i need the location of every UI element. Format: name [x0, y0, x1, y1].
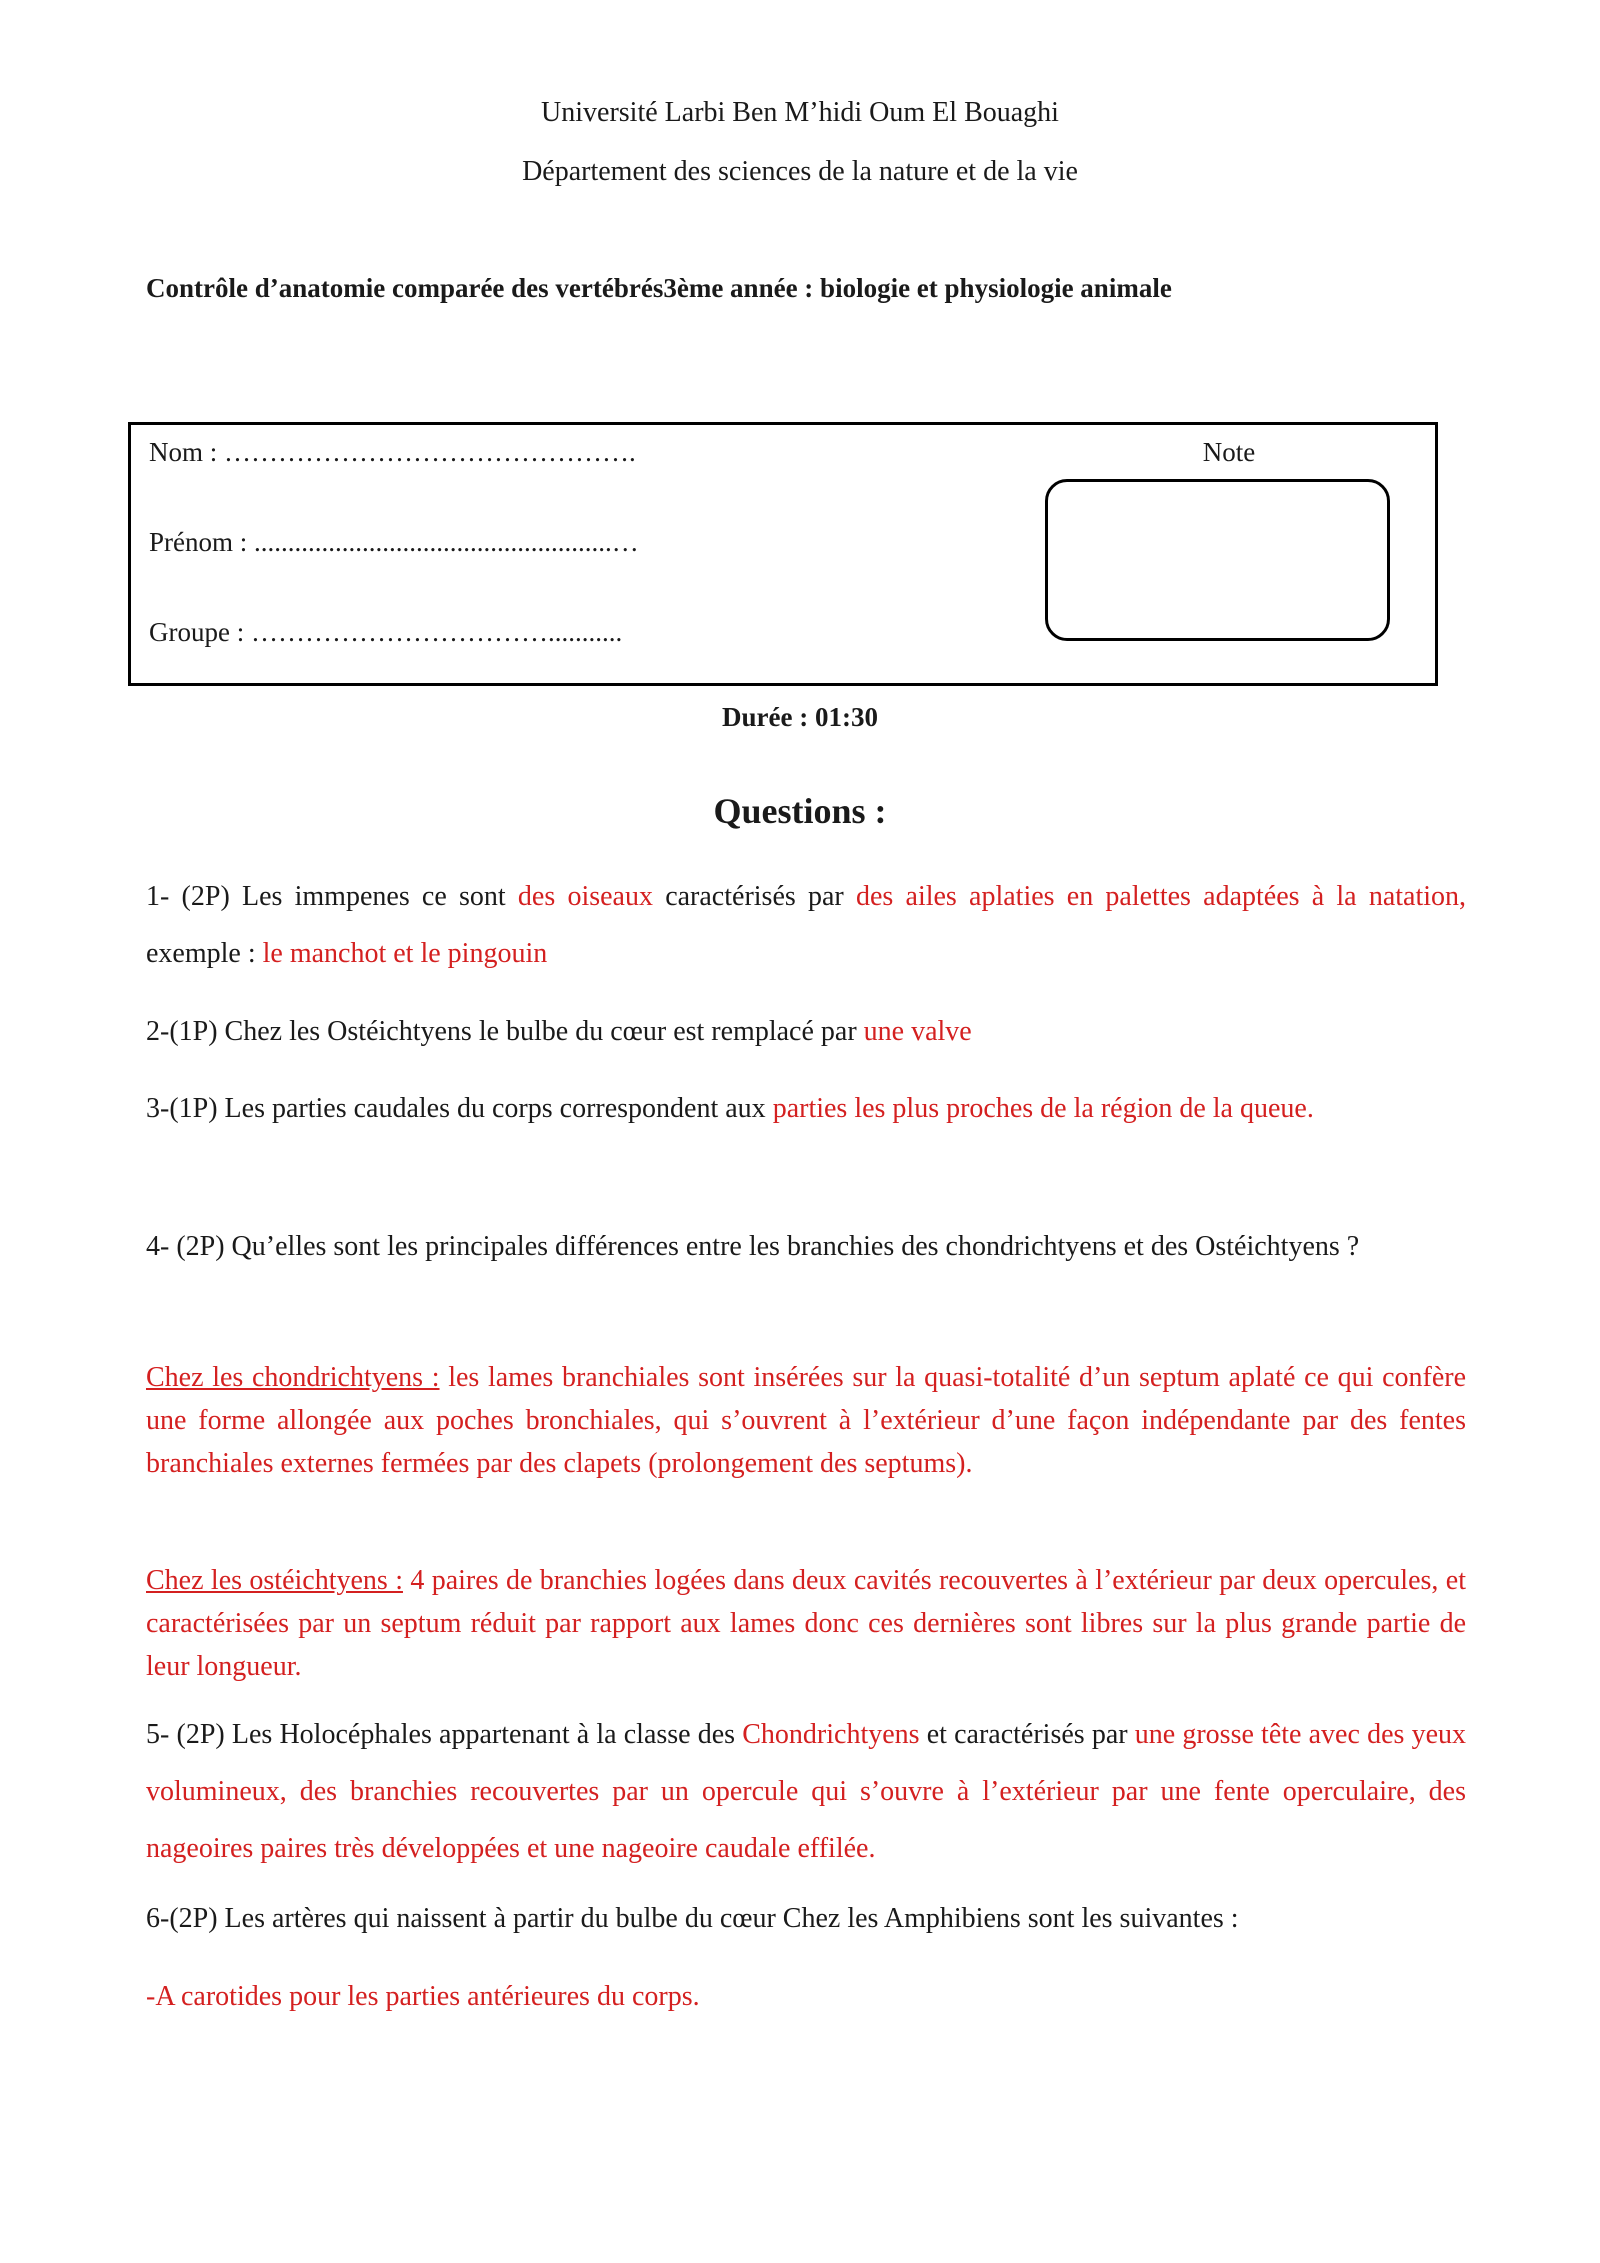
- q6-answer-text: -A carotides pour les parties antérieures du corps.: [146, 1981, 700, 2012]
- q4-answer-osteichtyens: [146, 1559, 1466, 1688]
- question-2: [146, 1003, 1466, 1060]
- question-5: [146, 1706, 1466, 1877]
- q4-answer-2-label: Chez les ostéichtyens :: [146, 1565, 403, 1596]
- q3-answer: parties les plus proches de la région de la queue.: [772, 1093, 1314, 1124]
- q3-prefix: 3-(1P) Les parties caudales du corps correspondent aux: [146, 1093, 773, 1124]
- q6-answer: [146, 1968, 1466, 2025]
- q2-answer: une valve: [863, 1016, 972, 1047]
- q2-prefix: 2-(1P) Chez les Ostéichtyens le bulbe du cœur est remplacé par: [146, 1016, 864, 1047]
- exam-title: Contrôle d’anatomie comparée des vertébrés3ème année : biologie et physiologie animale: [146, 273, 1172, 303]
- q5-mid: et caractérisés par: [919, 1719, 1135, 1750]
- q1-prefix: 1- (2P) Les immpenes ce sont: [146, 881, 518, 912]
- q5-prefix: 5- (2P) Les Holocéphales appartenant à la classe des: [146, 1719, 743, 1750]
- q4-answer-chondrichtyens: [146, 1356, 1466, 1485]
- q1-answer-2: des ailes aplaties en palettes adaptées à la natation,: [855, 881, 1467, 912]
- department-name: Département des sciences de la nature et de la vie: [522, 156, 1078, 187]
- nom-field[interactable]: Nom : ……………………………………….: [149, 437, 636, 467]
- q4-answer-2-text: 4 paires de branchies logées dans deux cavités recouvertes à l’extérieur par deux opercules, et caractérisées par un septum réduit par rapport aux lames donc ces dernières sont libres sur la plus grande partie de leur longueur.: [146, 1565, 1466, 1682]
- q5-answer-2: une grosse tête avec des yeux volumineux, des branchies recouvertes par un opercule qui s’ouvre à l’extérieur par une fente operculaire, des nageoires paires très développées et une nageoire caudale effilée.: [146, 1719, 1466, 1864]
- q5-answer-1: Chondrichtyens: [742, 1719, 920, 1750]
- university-name: Université Larbi Ben M’hidi Oum El Bouaghi: [541, 97, 1059, 128]
- q1-mid-1: caractérisés par: [652, 881, 856, 912]
- question-3: [146, 1080, 1466, 1137]
- question-4: 4- (2P) Qu’elles sont les principales différences entre les branchies des chondrichtyens et des Ostéichtyens ?: [146, 1231, 1360, 1262]
- questions-heading: Questions :: [713, 791, 887, 831]
- q4-answer-1-label: Chez les chondrichtyens :: [146, 1362, 440, 1393]
- q1-answer-3: le manchot et le pingouin: [262, 938, 548, 969]
- groupe-field[interactable]: Groupe : ……………………………...........: [149, 617, 623, 647]
- question-1: [146, 868, 1466, 982]
- question-6: 6-(2P) Les artères qui naissent à partir du bulbe du cœur Chez les Amphibiens sont les suivantes :: [146, 1903, 1239, 1934]
- duration: Durée : 01:30: [722, 702, 878, 732]
- prenom-field[interactable]: Prénom : .....................................................…: [149, 527, 639, 557]
- note-label: Note: [1202, 437, 1256, 467]
- note-box[interactable]: [1045, 479, 1390, 641]
- q4-answer-1-text: les lames branchiales sont insérées sur la quasi-totalité d’un septum aplaté ce qui confère une forme allongée aux poches bronchiales, qui s’ouvrent à l’extérieur d’une façon indépendante par des fentes branchiales externes fermées par des clapets (prolongement des septums).: [146, 1362, 1466, 1479]
- student-id-box: [128, 422, 1438, 686]
- q1-mid-2: exemple :: [146, 938, 263, 969]
- q1-answer-1: des oiseaux: [517, 881, 653, 912]
